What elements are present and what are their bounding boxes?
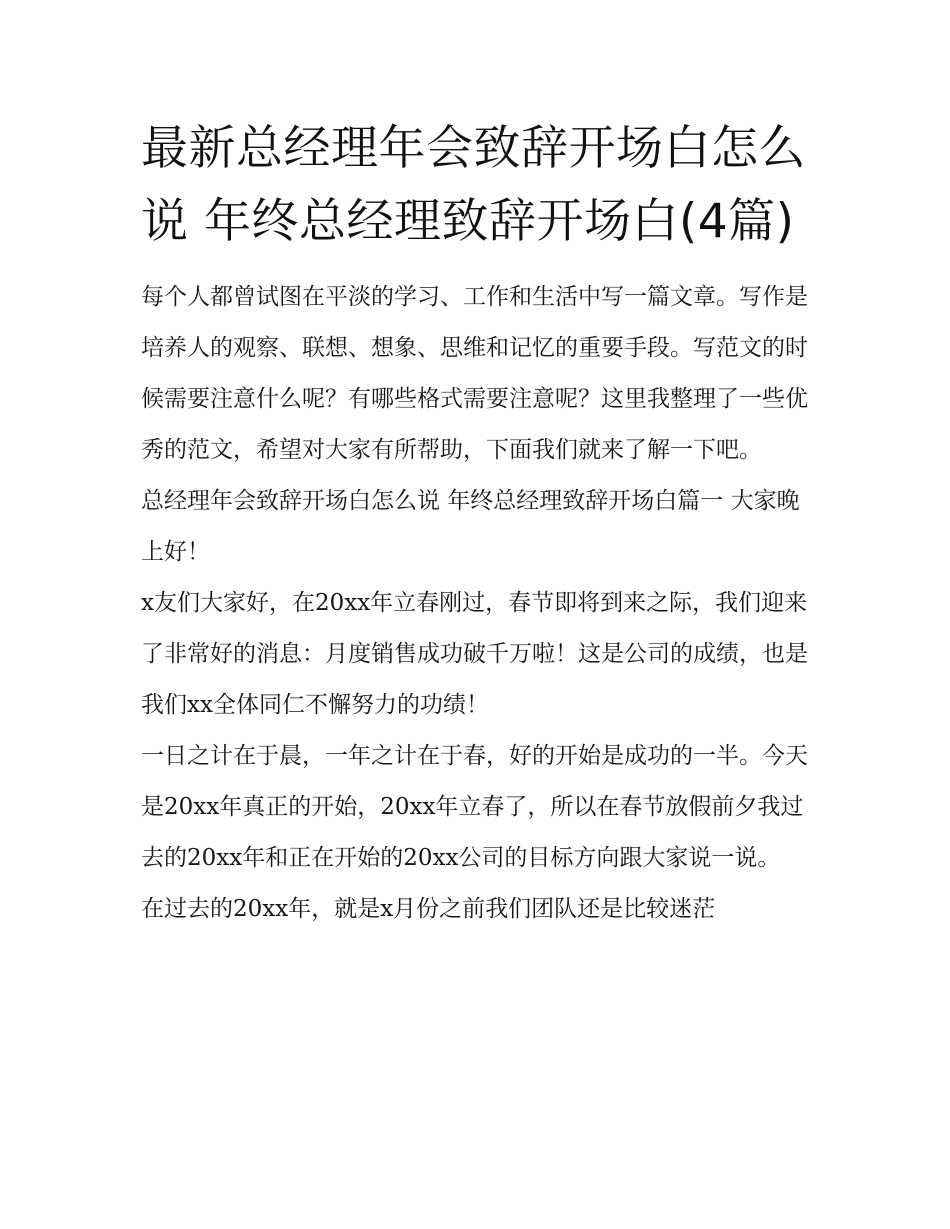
paragraph-greeting: x友们大家好，在20xx年立春刚过，春节即将到来之际，我们迎来了非常好的消息：月度销售成功破千万啦！这是公司的成绩，也是我们xx全体同仁不懈努力的功绩！ <box>141 590 808 718</box>
paragraph-section-heading: 总经理年会致辞开场白怎么说 年终总经理致辞开场白篇一 大家晚上好！ <box>141 488 800 565</box>
document-content <box>141 112 811 935</box>
document-title: 最新总经理年会致辞开场白怎么说 年终总经理致辞开场白(4篇) <box>141 121 806 249</box>
paragraph-past-year: 在过去的20xx年，就是x月份之前我们团队还是比较迷茫 <box>141 896 716 922</box>
paragraph-intro: 每个人都曾试图在平淡的学习、工作和生活中写一篇文章。写作是培养人的观察、联想、想象、思维和记忆的重要手段。写范文的时候需要注意什么呢？有哪些格式需要注意呢？这里我整理了一些优秀的范文，希望对大家有所帮助，下面我们就来了解一下吧。 <box>141 284 808 463</box>
paragraph-new-year: 一日之计在于晨，一年之计在于春，好的开始是成功的一半。今天是20xx年真正的开始，20xx年立春了，所以在春节放假前夕我过去的20xx年和正在开始的20xx公司的目标方向跟大家说一说。 <box>141 743 808 871</box>
